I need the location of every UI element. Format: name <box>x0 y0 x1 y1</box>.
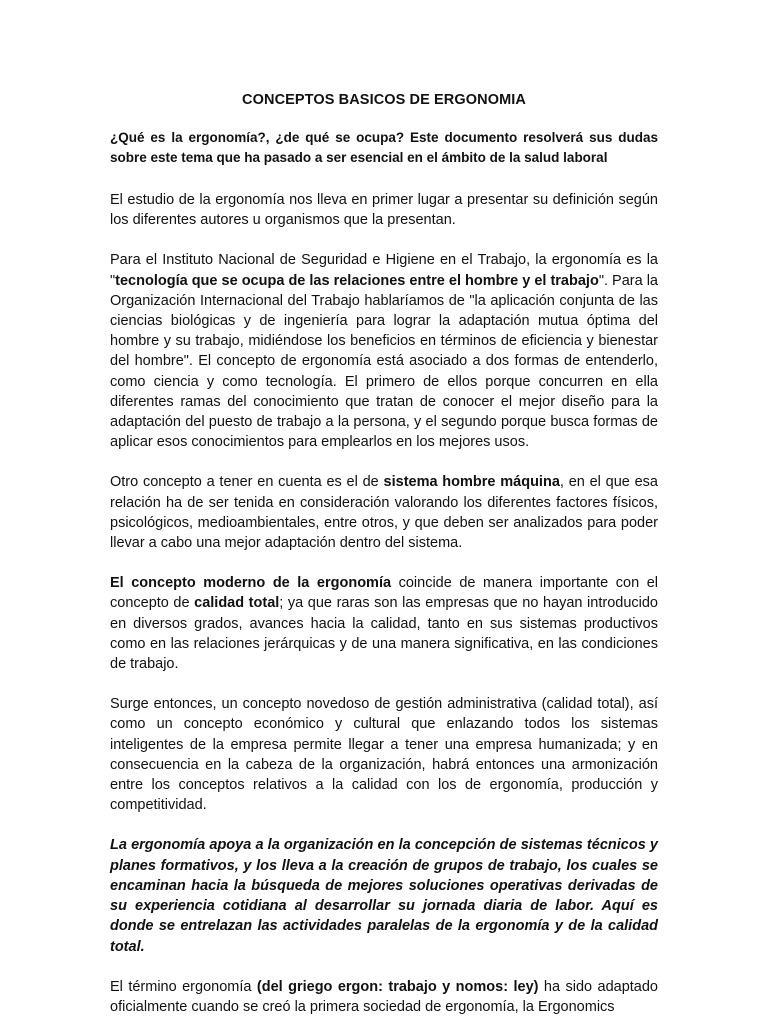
bold-term: El concepto moderno de la ergonomía <box>110 575 392 592</box>
paragraph-man-machine-system <box>110 472 658 553</box>
paragraph-text: coincide de manera importante con el concepto de <box>110 575 658 612</box>
bold-term: tecnología que se ocupa de las relaciones entre el hombre y el trabajo <box>115 272 599 289</box>
bold-term: sistema hombre máquina <box>383 474 560 491</box>
paragraph-etymology <box>110 977 658 1017</box>
paragraph-text: Otro concepto a tener en cuenta es el de <box>110 474 384 491</box>
bold-term: calidad total <box>194 595 280 612</box>
paragraph-text: Para el Instituto Nacional de Seguridad e Higiene en el Trabajo, la ergonomía es la " <box>110 252 658 289</box>
paragraph-emphasis: La ergonomía apoya a la organización en la concepción de sistemas técnicos y planes formativos, y los lleva a la creación de grupos de trabajo, los cuales se encaminan hacia la búsqueda de mejores soluciones operativas derivadas de su experiencia cotidiana al desarrollar su jornada diaria de labor. Aquí es donde se entrelazan las actividades paralelas de la ergonomía y de la calidad total. <box>110 837 658 955</box>
paragraph-text: ". Para la Organización Internacional del Trabajo hablaríamos de "la aplicación conjunta de las ciencias biológicas y de ingeniería para lograr la adaptación mutua óptima del hombre y su trabajo, midiéndose los beneficios en términos de eficiencia y bienestar del hombre". El concepto de ergonomía está asociado a dos formas de entenderlo, como ciencia y como tecnología. El primero de ellos porque concurren en ella diferentes ramas del conocimiento que tratan de conocer el mejor diseño para la adaptación del puesto de trabajo a la persona, y el segundo porque busca formas de aplicar esos conocimientos para emplearlos en los mejores usos. <box>110 272 658 451</box>
paragraph-text: , en el que esa relación ha de ser tenida en consideración valorando los diferentes factores físicos, psicológicos, medioambientales, entre otros, y que deben ser analizados para poder llevar a cabo una mejor adaptación dentro del sistema. <box>110 474 658 552</box>
paragraph-modern-concept <box>110 573 658 674</box>
paragraph-definition-intro: El estudio de la ergonomía nos lleva en primer lugar a presentar su definición según los diferentes autores u organismos que la presentan. <box>110 192 658 229</box>
paragraph-definitions <box>110 250 658 452</box>
bold-term: (del griego ergon: trabajo y nomos: ley) <box>256 978 539 995</box>
paragraph-total-quality: Surge entonces, un concepto novedoso de gestión administrativa (calidad total), así como un concepto económico y cultural que enlazando todos los sistemas inteligentes de la empresa permite llegar a tener una empresa humanizada; y en consecuencia en la cabeza de la organización, habrá entonces una armonización entre los conceptos relativos a la calidad con los de ergonomía, producción y competitividad. <box>110 696 658 814</box>
document-title: CONCEPTOS BASICOS DE ERGONOMIA <box>242 92 526 108</box>
paragraph-text: El término ergonomía <box>110 978 257 995</box>
intro-paragraph: ¿Qué es la ergonomía?, ¿de qué se ocupa? Este documento resolverá sus dudas sobre este tema que ha pasado a ser esencial en el ámbito de la salud laboral <box>110 130 658 165</box>
paragraph-text: ; ya que raras son las empresas que no hayan introducido en diversos grados, avances hacia la calidad, tanto en sus sistemas productivos como en las relaciones jerárquicas y de una manera significativa, en las condiciones de trabajo. <box>110 595 658 673</box>
paragraph-text: ha sido adaptado oficialmente cuando se creó la primera sociedad de ergonomía, la Ergonomics <box>110 978 658 1015</box>
